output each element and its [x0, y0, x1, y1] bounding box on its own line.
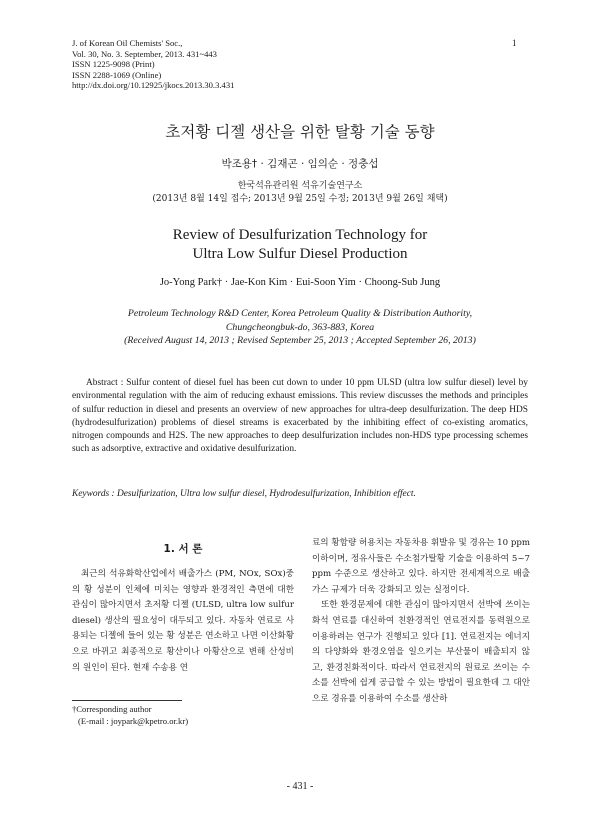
header-line-1: J. of Korean Oil Chemists' Soc., [72, 38, 183, 48]
english-affiliation-line-2: Chungcheongbuk-do, 363-883, Korea [225, 321, 375, 333]
korean-authors: 박조용† · 김재곤 · 임의순 · 정충섭 [221, 158, 379, 170]
body-column-right [312, 536, 530, 708]
footnote-corresponding: †Corresponding author [72, 704, 152, 714]
abstract-text: Sulfur content of diesel fuel has been cut down to under 10 ppm ULSD (ultra low sulfur diesel) level by environmental regulation with the aim of reducing exhaust emissions. This review discusses the methods and principles of sulfur reduction in diesel and presents an overview of new approaches for ultra-deep desulfurization. The deep HDS (hydrodesulfurization) problems of diesel streams is exacerbated by the inhibiting effect of co-existing aromatics, nitrogen compounds and H2S. The new approaches to deep desulfurization includes non-HDS type processing schemes such as adsorptive, extractive and oxidative desulfurization. [72, 378, 528, 455]
footnote-email: (E-mail : joypark@kpetro.or.kr) [78, 715, 189, 726]
abstract: Abstract : Sulfur content of diesel fuel has been cut down to under 10 ppm ULSD (ultra low sulfur diesel) level by environmental regulation with the aim of reducing exhaust emissions. This review discusses the methods and principles of sulfur reduction in diesel and presents an overview of new approaches for ultra-deep desulfurization. The deep HDS (hydrodesulfurization) problems of diesel streams is exacerbated by the inhibiting effect of co-existing aromatics, nitrogen compounds and H2S. The new approaches to deep desulfurization includes non-HDS type processing schemes such as adsorptive, extractive and oxidative desulfurization. [72, 378, 528, 455]
korean-affiliation-block [0, 180, 600, 206]
english-title-line-1: Review of Desulfurization Technology for [172, 227, 428, 243]
footnote [72, 704, 188, 728]
header-page-number: 1 [512, 38, 517, 48]
body-column-left [72, 567, 294, 676]
body-paragraph: 최근의 석유화학산업에서 배출가스 (PM, NOx, SOx)중의 황 성분이 인체에 미치는 영향과 환경적인 측면에 대한 관심이 많아지면서 초저황 디젤 (ULSD, ultra low sulfur diesel) 생산의 필요성이 대두되고 있다. 자동차 연료로 사용되는 디젤에 들어 있는 황 성분은 연소하고 나면 이산화황으로 바뀌고 최종적으로 황산이나 아황산으로 변해 산성비의 원인이 된다. 현재 수송용 연 [72, 569, 294, 673]
header-line-3: ISSN 1225-9098 (Print) [72, 59, 155, 70]
journal-header [72, 38, 234, 91]
keywords-label: Keywords [72, 489, 110, 499]
english-title [0, 226, 600, 264]
body-paragraph: 또한 환경문제에 대한 관심이 많아지면서 선박에 쓰이는 화석 연료를 대신하여 친환경적인 연료전지를 동력원으로 이용하려는 연구가 진행되고 있다 [1]. 연료전지는 에너지의 다양화와 환경오염을 일으키는 부산물이 배출되지 않고, 환경친화적이다. 따라서 연료전지의 원료로 쓰이는 수소를 선박에 쉽게 공급할 수 있는 방법이 필요한데 그 대안으로 경유를 이용하여 수소를 생산하 [312, 600, 530, 704]
section-title: 1. 서 론 [163, 543, 203, 555]
abstract-label: Abstract [86, 378, 118, 388]
header-doi-link[interactable]: http://dx.doi.org/10.12925/jkocs.2013.30.3.431 [72, 80, 235, 91]
keywords-text: Desulfurization, Ultra low sulfur diesel, Hydrodesulfurization, Inhibition effect. [116, 489, 416, 499]
english-title-line-2: Ultra Low Sulfur Diesel Production [192, 246, 408, 262]
korean-title: 초저황 디젤 생산을 위한 탈황 기술 동향 [165, 123, 435, 141]
english-affiliation-block [0, 307, 600, 348]
english-dates: (Received August 14, 2013 ; Revised September 25, 2013 ; Accepted September 26, 2013) [124, 335, 476, 346]
header-line-4: ISSN 2288-1069 (Online) [72, 69, 162, 80]
korean-affiliation: 한국석유관리원 석유기술연구소 [237, 181, 363, 191]
header-line-2: Vol. 30, No. 3. September, 2013. 431~443 [72, 48, 217, 59]
page-footer: - 431 - [286, 781, 314, 792]
english-affiliation-line-1: Petroleum Technology R&D Center, Korea Petroleum Quality & Distribution Authority, [127, 308, 473, 319]
footnote-divider [72, 700, 182, 701]
english-authors: Jo-Yong Park† · Jae-Kon Kim · Eui-Soon Yim · Choong-Sub Jung [159, 277, 441, 288]
body-paragraph: 료의 황함량 허용치는 자동차용 휘발유 및 경유는 10 ppm 이하이며, 정유사들은 수소첨가탈황 기술을 이용하여 5~7 ppm 수준으로 생산하고 있다. 하지만 전세계적으로 배출가스 규제가 더욱 강화되고 있는 실정이다. [312, 538, 530, 595]
korean-dates: (2013년 8월 14일 접수; 2013년 9월 25일 수정; 2013년 9월 26일 채택) [152, 194, 448, 204]
keywords: Keywords : Desulfurization, Ultra low sulfur diesel, Hydrodesulfurization, Inhibition effect. [72, 489, 416, 499]
